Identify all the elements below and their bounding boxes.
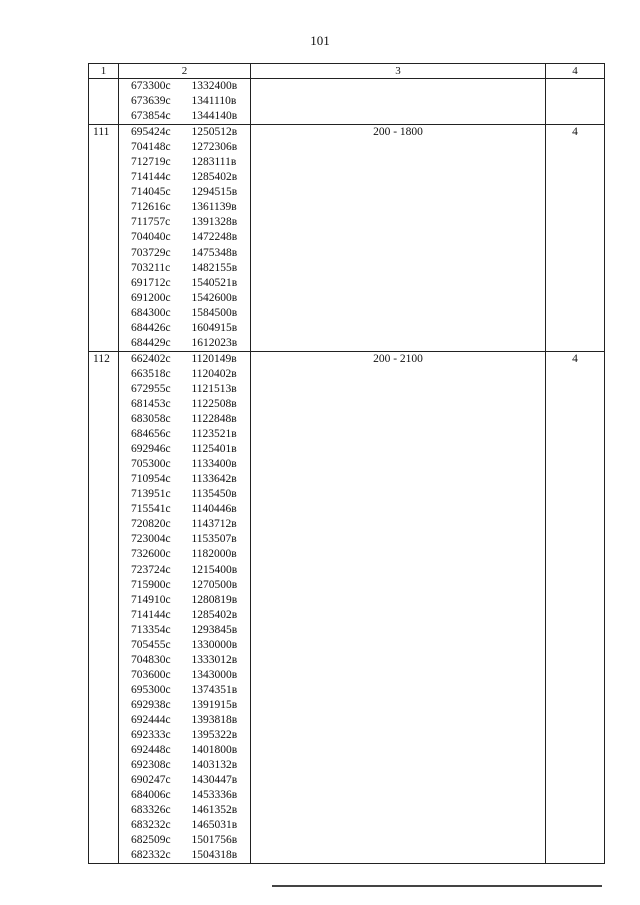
coordinate-pair <box>131 321 250 336</box>
latitude-value: 695424с <box>131 126 171 139</box>
latitude-value: 673854с <box>131 110 171 123</box>
coordinate-cell <box>119 79 251 125</box>
longitude-value: 1294515в <box>191 186 238 199</box>
longitude-value: 1465031в <box>191 819 238 832</box>
header-col-4: 4 <box>546 64 605 79</box>
latitude-value: 663518с <box>131 367 171 380</box>
longitude-value: 1343000в <box>191 668 238 681</box>
latitude-value: 704830с <box>131 653 171 666</box>
longitude-value: 1612023в <box>191 336 238 349</box>
coordinate-pair <box>131 170 250 185</box>
longitude-value: 1482155в <box>191 261 238 274</box>
coordinate-pair <box>131 230 250 245</box>
coordinate-pair <box>131 803 250 818</box>
coordinate-cell <box>119 125 251 352</box>
coordinate-pair <box>131 758 250 773</box>
longitude-value: 1120149в <box>191 352 237 365</box>
table-row <box>89 351 605 864</box>
longitude-value: 1153507в <box>191 533 237 546</box>
coordinate-pair <box>131 215 250 230</box>
longitude-value: 1504318в <box>191 849 238 862</box>
longitude-value: 1272306в <box>191 141 238 154</box>
coordinate-pair <box>131 638 250 653</box>
coordinate-pair <box>131 578 250 593</box>
table-row <box>89 125 605 352</box>
coordinate-pair <box>131 532 250 547</box>
row-number: 112 <box>89 351 119 864</box>
latitude-value: 713354с <box>131 623 171 636</box>
longitude-value: 1341110в <box>191 95 237 108</box>
range-cell: 200 - 1800 <box>251 125 546 352</box>
coordinate-pair <box>131 79 250 94</box>
coordinate-pair <box>131 608 250 623</box>
latitude-value: 690247с <box>131 774 171 787</box>
longitude-value: 1135450в <box>191 488 237 501</box>
latitude-value: 673639с <box>131 95 171 108</box>
coordinate-pair <box>131 109 250 124</box>
latitude-value: 692946с <box>131 443 171 456</box>
latitude-value: 711757с <box>131 216 171 229</box>
coordinate-pair <box>131 352 250 367</box>
latitude-value: 692448с <box>131 744 171 757</box>
header-col-2: 2 <box>119 64 251 79</box>
coordinate-pair <box>131 502 250 517</box>
latitude-value: 684426с <box>131 321 171 334</box>
longitude-value: 1283111в <box>191 156 237 169</box>
coordinate-pair <box>131 487 250 502</box>
row-number <box>89 79 119 125</box>
longitude-value: 1270500в <box>191 578 238 591</box>
coordinate-pair <box>131 397 250 412</box>
coordinate-pair <box>131 683 250 698</box>
longitude-value: 1344140в <box>191 110 238 123</box>
longitude-value: 1120402в <box>191 367 237 380</box>
header-col-1: 1 <box>89 64 119 79</box>
coordinate-pair <box>131 818 250 833</box>
coordinate-pair <box>131 563 250 578</box>
longitude-value: 1123521в <box>191 428 237 441</box>
coordinate-pair <box>131 668 250 683</box>
longitude-value: 1333012в <box>191 653 238 666</box>
latitude-value: 673300с <box>131 80 171 92</box>
category-cell: 4 <box>546 125 605 352</box>
coordinate-pair <box>131 125 250 140</box>
longitude-value: 1122508в <box>191 397 237 410</box>
longitude-value: 1391328в <box>191 216 238 229</box>
coordinate-pair <box>131 593 250 608</box>
longitude-value: 1584500в <box>191 306 238 319</box>
longitude-value: 1330000в <box>191 638 238 651</box>
longitude-value: 1472248в <box>191 231 238 244</box>
latitude-value: 682509с <box>131 834 171 847</box>
latitude-value: 715900с <box>131 578 171 591</box>
coordinate-pair <box>131 291 250 306</box>
coordinate-pair <box>131 427 250 442</box>
latitude-value: 712719с <box>131 156 171 169</box>
coordinate-pair <box>131 653 250 668</box>
latitude-value: 684656с <box>131 428 171 441</box>
coordinate-pair <box>131 155 250 170</box>
latitude-value: 720820с <box>131 518 171 531</box>
latitude-value: 684429с <box>131 336 171 349</box>
longitude-value: 1542600в <box>191 291 238 304</box>
coordinate-pair <box>131 94 250 109</box>
longitude-value: 1393818в <box>191 713 238 726</box>
table-body <box>89 79 605 864</box>
coordinate-pair <box>131 698 250 713</box>
coordinate-list <box>119 79 250 124</box>
coordinate-pair <box>131 743 250 758</box>
longitude-value: 1122848в <box>191 413 237 426</box>
latitude-value: 703729с <box>131 246 171 259</box>
coordinate-pair <box>131 336 250 351</box>
range-cell <box>251 79 546 125</box>
longitude-value: 1280819в <box>191 593 238 606</box>
coordinate-pair <box>131 457 250 472</box>
latitude-value: 714144с <box>131 608 171 621</box>
latitude-value: 684006с <box>131 789 171 802</box>
longitude-value: 1215400в <box>191 563 238 576</box>
coordinate-pair <box>131 367 250 382</box>
coordinate-pair <box>131 728 250 743</box>
coordinate-pair <box>131 185 250 200</box>
coordinate-pair <box>131 547 250 562</box>
longitude-value: 1461352в <box>191 804 238 817</box>
table-row <box>89 79 605 125</box>
latitude-value: 714910с <box>131 593 171 606</box>
latitude-value: 692308с <box>131 759 171 772</box>
latitude-value: 723004с <box>131 533 171 546</box>
coordinate-pair <box>131 848 250 863</box>
coordinate-pair <box>131 788 250 803</box>
longitude-value: 1140446в <box>191 503 237 516</box>
range-cell: 200 - 2100 <box>251 351 546 864</box>
latitude-value: 682332с <box>131 849 171 862</box>
longitude-value: 1395322в <box>191 729 238 742</box>
coordinate-pair <box>131 713 250 728</box>
longitude-value: 1391915в <box>191 698 238 711</box>
longitude-value: 1540521в <box>191 276 238 289</box>
latitude-value: 683058с <box>131 413 171 426</box>
latitude-value: 705455с <box>131 638 171 651</box>
coordinate-list <box>119 125 250 351</box>
coordinate-pair <box>131 442 250 457</box>
latitude-value: 704040с <box>131 231 171 244</box>
longitude-value: 1361139в <box>191 201 237 214</box>
category-cell <box>546 79 605 125</box>
coordinates-table <box>88 63 605 864</box>
latitude-value: 723724с <box>131 563 171 576</box>
longitude-value: 1374351в <box>191 683 238 696</box>
longitude-value: 1143712в <box>191 518 237 531</box>
latitude-value: 692444с <box>131 713 171 726</box>
longitude-value: 1332400в <box>191 80 238 92</box>
latitude-value: 692938с <box>131 698 171 711</box>
latitude-value: 683232с <box>131 819 171 832</box>
longitude-value: 1604915в <box>191 321 238 334</box>
coordinate-cell <box>119 351 251 864</box>
coordinate-pair <box>131 833 250 848</box>
latitude-value: 715541с <box>131 503 171 516</box>
latitude-value: 714144с <box>131 171 171 184</box>
latitude-value: 684300с <box>131 306 171 319</box>
coordinate-pair <box>131 773 250 788</box>
latitude-value: 703211с <box>131 261 171 274</box>
coordinate-pair <box>131 261 250 276</box>
coordinate-list <box>119 352 250 864</box>
longitude-value: 1285402в <box>191 171 238 184</box>
longitude-value: 1125401в <box>191 443 237 456</box>
coordinate-pair <box>131 246 250 261</box>
latitude-value: 681453с <box>131 397 171 410</box>
header-col-3: 3 <box>251 64 546 79</box>
longitude-value: 1403132в <box>191 759 238 772</box>
longitude-value: 1133400в <box>191 458 237 471</box>
latitude-value: 714045с <box>131 186 171 199</box>
coordinate-pair <box>131 623 250 638</box>
latitude-value: 713951с <box>131 488 171 501</box>
latitude-value: 695300с <box>131 683 171 696</box>
longitude-value: 1430447в <box>191 774 238 787</box>
coordinate-pair <box>131 412 250 427</box>
longitude-value: 1401800в <box>191 744 238 757</box>
longitude-value: 1293845в <box>191 623 238 636</box>
latitude-value: 732600с <box>131 548 171 561</box>
footer-rule <box>272 885 602 887</box>
longitude-value: 1501756в <box>191 834 238 847</box>
coordinate-pair <box>131 200 250 215</box>
latitude-value: 691200с <box>131 291 171 304</box>
coordinate-pair <box>131 306 250 321</box>
latitude-value: 672955с <box>131 382 171 395</box>
latitude-value: 691712с <box>131 276 171 289</box>
coordinate-pair <box>131 517 250 532</box>
latitude-value: 703600с <box>131 668 171 681</box>
longitude-value: 1250512в <box>191 126 238 139</box>
category-cell: 4 <box>546 351 605 864</box>
page-number: 101 <box>310 33 330 48</box>
latitude-value: 710954с <box>131 473 171 486</box>
longitude-value: 1475348в <box>191 246 238 259</box>
latitude-value: 704148с <box>131 141 171 154</box>
coordinate-pair <box>131 276 250 291</box>
latitude-value: 692333с <box>131 729 171 742</box>
coordinate-pair <box>131 140 250 155</box>
latitude-value: 705300с <box>131 458 171 471</box>
latitude-value: 712616с <box>131 201 171 214</box>
coordinate-pair <box>131 472 250 487</box>
longitude-value: 1182000в <box>191 548 237 561</box>
latitude-value: 662402с <box>131 352 171 365</box>
longitude-value: 1453336в <box>191 789 238 802</box>
header-row <box>89 64 605 79</box>
longitude-value: 1285402в <box>191 608 238 621</box>
coordinate-pair <box>131 382 250 397</box>
row-number: 111 <box>89 125 119 352</box>
latitude-value: 683326с <box>131 804 171 817</box>
longitude-value: 1121513в <box>191 382 237 395</box>
longitude-value: 1133642в <box>191 473 237 486</box>
